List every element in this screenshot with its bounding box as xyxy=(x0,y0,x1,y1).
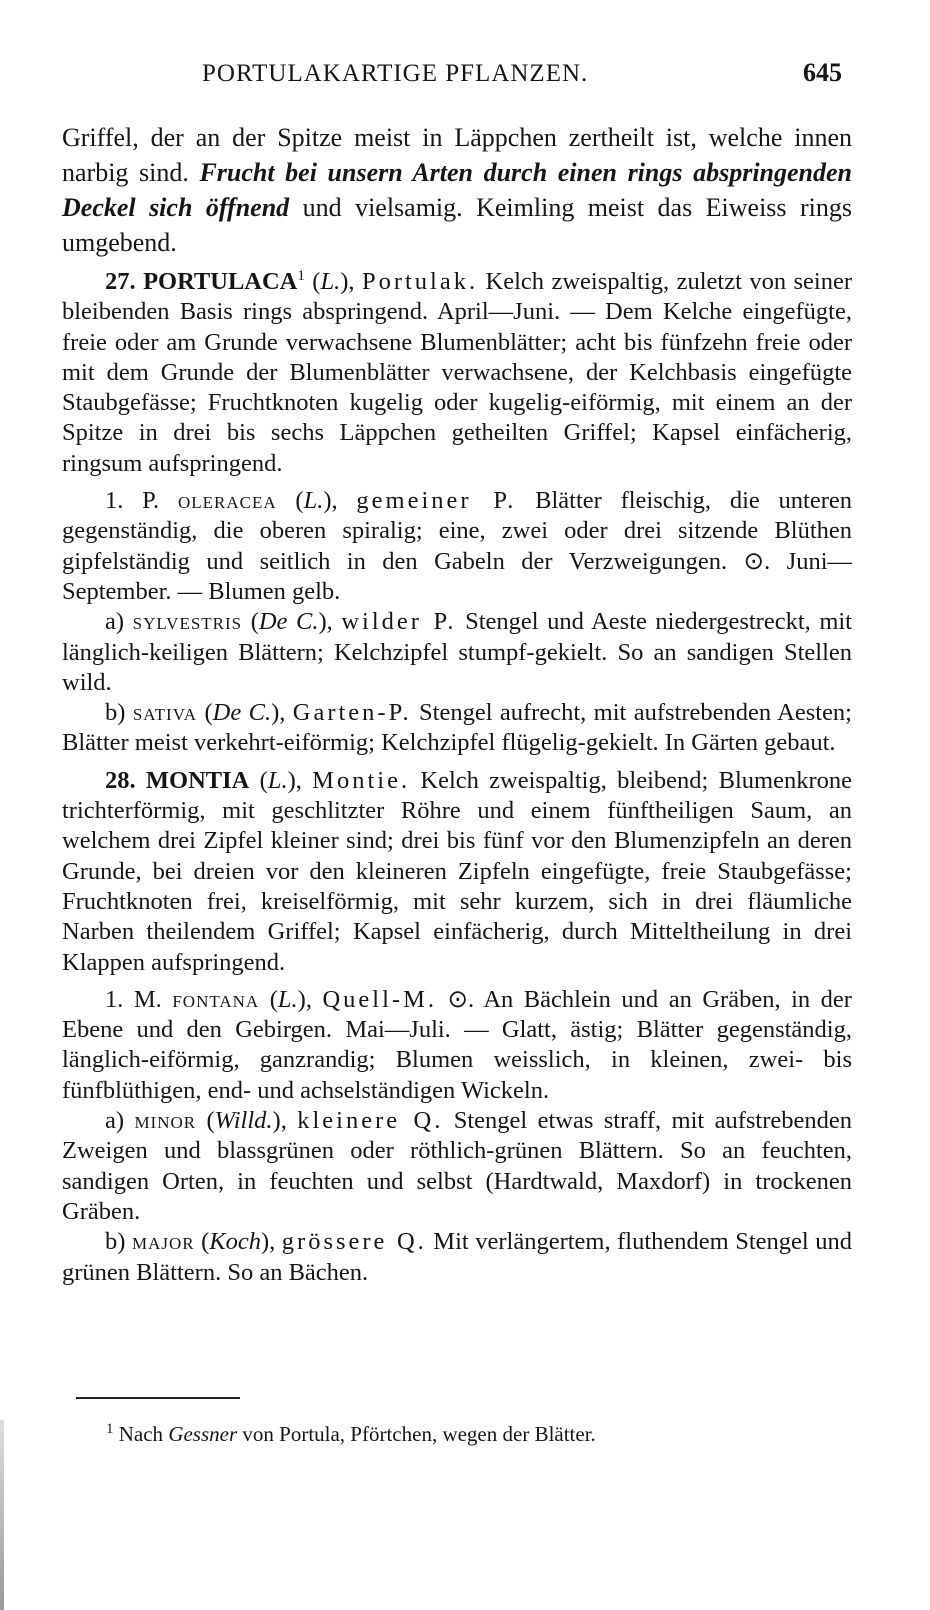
running-head xyxy=(62,56,852,96)
species-oleracea: 1. P. oleracea (L.), gemeiner P. Blätter fleischig, die unteren gegenständig, die oberen spiralig; eine, zwei oder drei sitzende Blüthen gipfelständig und seitlich in den Gabeln der Verzweigungen. ⊙. Juni—September. — Blumen gelb. xyxy=(62,487,852,605)
variety-sylvestris: a) sylvestris (De C.), wilder P. Stengel und Aeste niedergestreckt, mit länglich-keiligen Blättern; Kelchzipfel stumpf-gekielt. So an sandigen Stellen wild. xyxy=(62,608,852,696)
page xyxy=(62,56,852,1288)
page-number: 645 xyxy=(803,58,842,87)
variety-sativa: b) sativa (De C.), Garten-P. Stengel aufrecht, mit aufstrebenden Aesten; Blätter meist verkehrt-eiförmig; Kelchzipfel flügelig-gekielt. In Gärten gebaut. xyxy=(62,699,852,757)
page-edge-shadow xyxy=(0,1420,4,1610)
intro-paragraph: Griffel, der an der Spitze meist in Läppchen zertheilt ist, welche innen narbig sind. Frucht bei unsern Arten durch einen rings abspringenden Deckel sich öffnend und vielsamig. Keimling meist das Eiweiss rings umgebend. xyxy=(62,123,852,257)
footnote-reference[interactable]: 1 xyxy=(297,267,305,284)
variety-minor: a) minor (Willd.), kleinere Q. Stengel etwas straff, mit aufstrebenden Zweigen und blassgrünen oder röthlich-grünen Blättern. So an feuchten, sandigen Orten, in feuchten und selbst (Hardtwald, Maxdorf) in trockenen Gräben. xyxy=(62,1107,852,1225)
genus-portulaca: 27. PORTULACA$^1$ (L.), Portulak. Kelch zweispaltig, zuletzt von seiner bleibenden Basis rings abspringend. April—Juni. — Dem Kelche eingefügte, freie oder am Grunde verwachsene Blumenblätter; acht bis fünfzehn freie oder mit dem Grunde der Blumenblätter verwachsene, der Kelchbasis eingefügte Staubgefässe; Fruchtknoten kugelig oder kugelig-eiförmig, mit einem an der Spitze in drei bis sechs Läppchen getheilten Griffel; Kapsel einfächerig, ringsum aufspringend. xyxy=(62,267,852,477)
species-fontana: 1. M. fontana (L.), Quell-M. ⊙. An Bächlein und an Gräben, in der Ebene und den Gebirgen. Mai—Juli. — Glatt, ästig; Blätter gegenständig, länglich-eiförmig, ganzrandig; Blumen weisslich, in kleinen, zwei- bis fünfblüthigen, end- und achselständigen Wickeln. xyxy=(62,985,852,1104)
body-text xyxy=(62,120,852,1288)
variety-major: b) major (Koch), grössere Q. Mit verlängertem, fluthendem Stengel und grünen Blättern. So an Bächen. xyxy=(62,1228,852,1286)
footnote-rule xyxy=(76,1397,240,1399)
footnote: $^1$ Nach Gessner von Portula, Pförtchen, wegen der Blätter. xyxy=(106,1421,596,1446)
running-title: PORTULAKARTIGE PFLANZEN. xyxy=(202,60,589,87)
genus-montia: 28. MONTIA (L.), Montie. Kelch zweispaltig, bleibend; Blumenkrone trichterförmig, mit geschlitzter Röhre und einem fünftheiligen Saum, an welchem drei Zipfel kleiner sind; drei bis fünf vor den Blumenzipfeln an deren Grunde, bei dreien vor den kleineren Zipfeln eingefügte, freie Staubgefässe; Fruchtknoten frei, kreiselförmig, mit sehr kurzem, sich in drei fläumliche Narben theilendem Griffel; Kapsel einfächerig, durch Mitteltheilung in drei Klappen aufspringend. xyxy=(62,766,852,976)
